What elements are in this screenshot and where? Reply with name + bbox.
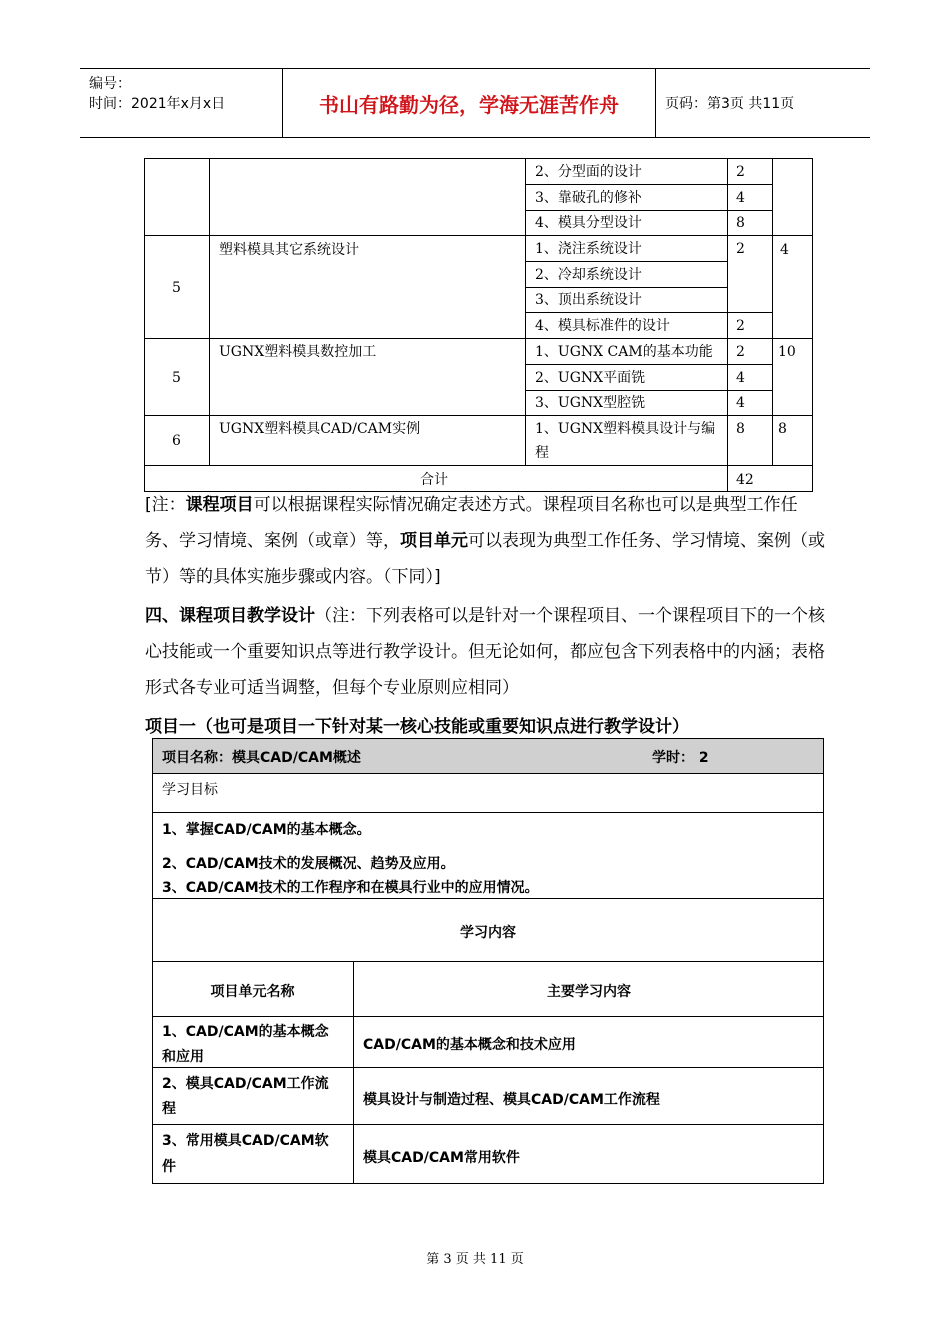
unit-name-line: 3、常用模具CAD/CAM软 xyxy=(162,1133,329,1149)
section-4-title: 四、课程项目教学设计 xyxy=(145,606,315,626)
step-cell: 2、分型面的设计 xyxy=(535,164,642,180)
group-total: 8 xyxy=(778,421,787,437)
learning-content-label: 学习内容 xyxy=(460,925,516,941)
learning-goal-label: 学习目标 xyxy=(162,782,218,798)
hours-cell: 4 xyxy=(736,190,745,206)
step-cell: 1、UGNX CAM的基本功能 xyxy=(535,344,713,360)
step-cell: 3、靠破孔的修补 xyxy=(535,190,642,206)
step-cell: 2、冷却系统设计 xyxy=(535,267,642,283)
hours-cell: 8 xyxy=(736,421,745,437)
page-header xyxy=(80,68,870,138)
col-unit-header: 项目单元名称 xyxy=(210,984,295,1000)
page-footer: 第 3 页 共 11 页 xyxy=(426,1252,524,1267)
group-name: 塑料模具其它系统设计 xyxy=(219,242,359,258)
step-cell: 3、UGNX型腔铣 xyxy=(535,395,646,411)
step-cell: 1、浇注系统设计 xyxy=(535,241,642,257)
goal-item: 2、CAD/CAM技术的发展概况、趋势及应用。 xyxy=(162,856,455,872)
hours-cell: 2 xyxy=(736,241,745,257)
hours-cell: 2 xyxy=(736,164,745,180)
hours-cell: 4 xyxy=(736,370,745,386)
unit-content: CAD/CAM的基本概念和技术应用 xyxy=(363,1037,576,1053)
group-name: UGNX塑料模具CAD/CAM实例 xyxy=(219,421,421,437)
group-total: 4 xyxy=(780,242,789,258)
hours-cell: 8 xyxy=(736,215,745,231)
unit-content: 模具设计与制造过程、模具CAD/CAM工作流程 xyxy=(363,1092,660,1108)
group-name: UGNX塑料模具数控加工 xyxy=(219,344,377,360)
unit-name-line: 和应用 xyxy=(162,1049,204,1065)
step-cell: 4、模具标准件的设计 xyxy=(535,318,670,334)
unit-name-line: 程 xyxy=(162,1101,176,1117)
hours-cell: 2 xyxy=(736,318,745,334)
step-cell: 1、UGNX塑料模具设计与编程 xyxy=(535,421,716,461)
sum-value: 42 xyxy=(736,472,754,488)
step-cell: 3、顶出系统设计 xyxy=(535,292,642,308)
number-label: 编号： xyxy=(89,76,131,92)
header-motto: 书山有路勤为径，学海无涯苦作舟 xyxy=(283,69,656,137)
goal-item: 1、掌握CAD/CAM的基本概念。 xyxy=(162,822,371,838)
goal-item: 3、CAD/CAM技术的工作程序和在模具行业中的应用情况。 xyxy=(162,880,539,896)
group-number: 5 xyxy=(172,370,181,386)
header-meta-cell xyxy=(80,69,283,137)
unit-name-line: 1、CAD/CAM的基本概念 xyxy=(162,1024,329,1040)
unit-name-line: 件 xyxy=(162,1159,176,1175)
step-cell: 4、模具分型设计 xyxy=(535,215,642,231)
project-title: 项目一（也可是项目一下针对某一核心技能或重要知识点进行教学设计） xyxy=(145,717,689,737)
step-cell: 2、UGNX平面铣 xyxy=(535,370,646,386)
header-page-label: 页码：第3页 共11页 xyxy=(665,96,795,112)
project-name-label: 项目名称：模具CAD/CAM概述 xyxy=(162,750,361,766)
time-label: 时间：2021年x月x日 xyxy=(89,96,226,112)
col-content-header: 主要学习内容 xyxy=(547,984,631,1000)
section-4-paragraph: 四、课程项目教学设计（注：下列表格可以是针对一个课程项目、一个课程项目下的一个核心技能或一个重要知识点等进行教学设计。但无论如何，都应包含下列表格中的内涵；表格形式各专业可适当调整，但每个专业原则应相同） xyxy=(145,606,825,698)
project-hours-label: 学时： 2 xyxy=(652,750,709,766)
hours-cell: 2 xyxy=(736,344,745,360)
unit-name-line: 2、模具CAD/CAM工作流 xyxy=(162,1076,329,1092)
course-note-paragraph: [注：课程项目可以根据课程实际情况确定表述方式。课程项目名称也可以是典型工作任务、学习情境、案例（或章）等，项目单元可以表现为典型工作任务、学习情境、案例（或节）等的具体实施步骤或内容。（下同）] xyxy=(145,495,825,587)
group-number: 6 xyxy=(172,433,181,449)
hours-cell: 4 xyxy=(736,395,745,411)
sum-label: 合计 xyxy=(420,472,448,488)
unit-content: 模具CAD/CAM常用软件 xyxy=(363,1150,520,1166)
group-total: 10 xyxy=(778,344,796,360)
group-number: 5 xyxy=(172,280,181,296)
